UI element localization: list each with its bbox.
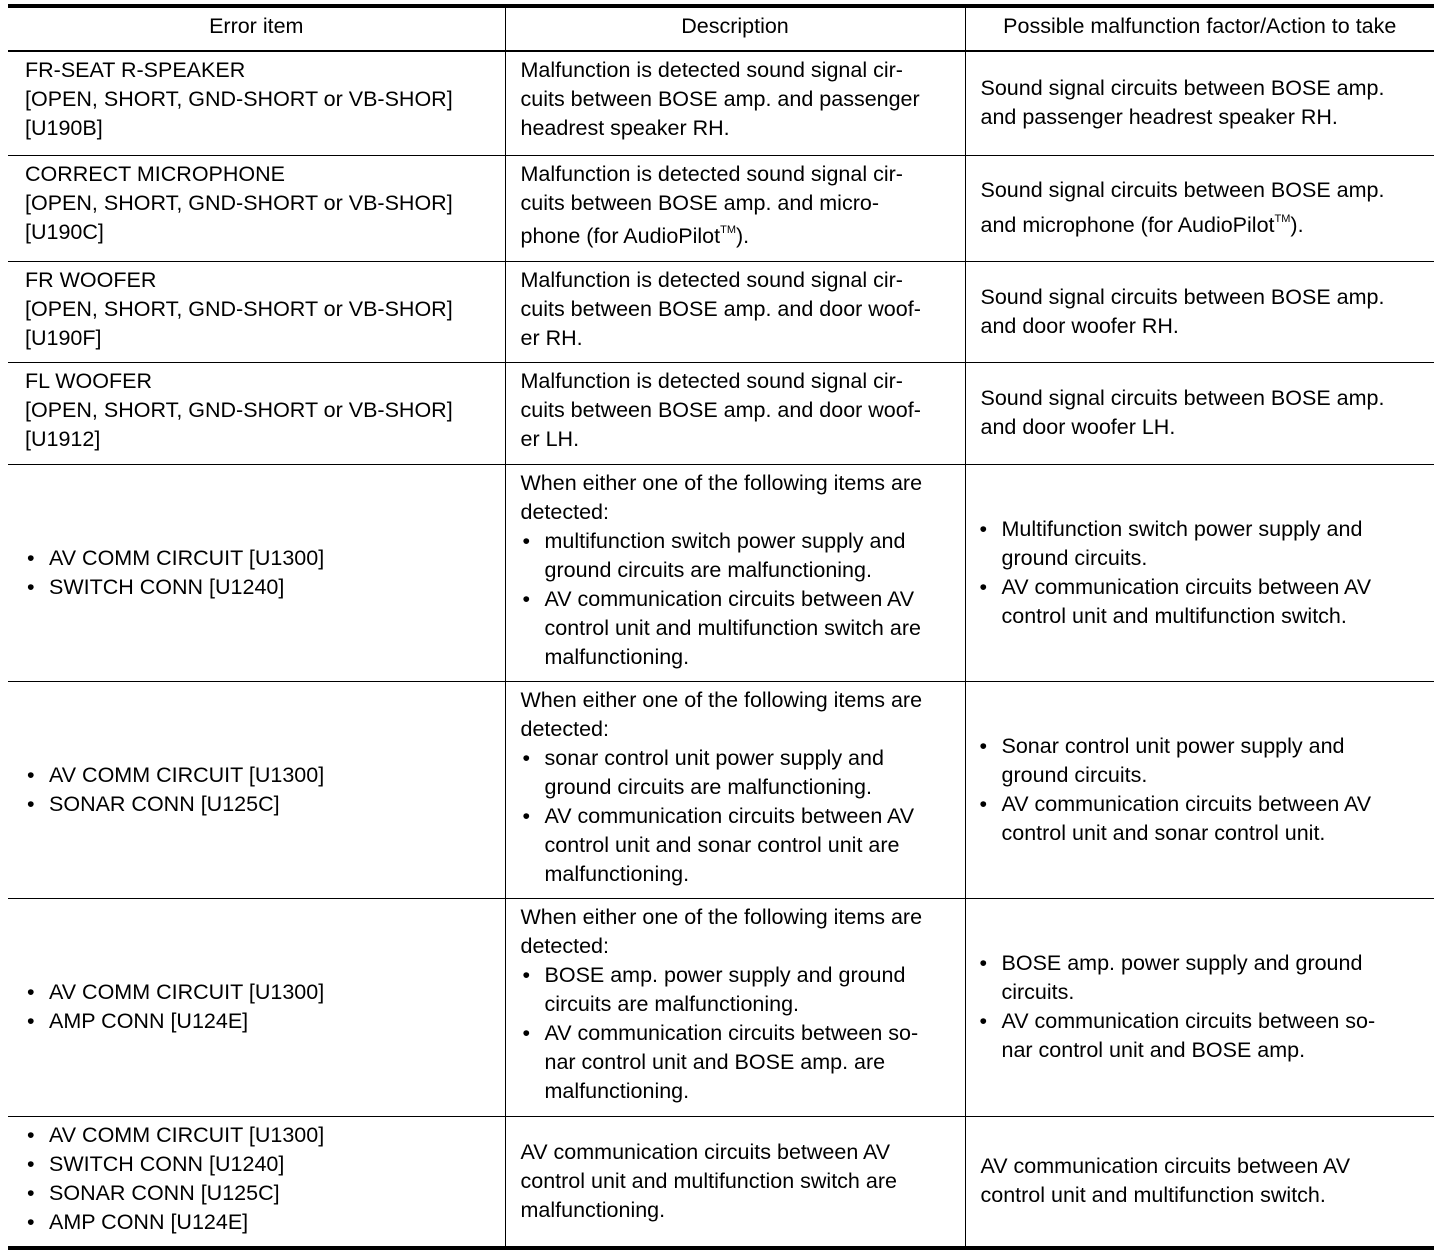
- description-cell: When either one of the following items are detected: • sonar control unit power supply and ground circuits are malfunctioning. • AV communication circuits between AV control unit and sonar control unit are malfunctioning.: [505, 681, 965, 898]
- list-item: • AV communication circuits between AV control unit and sonar control unit are malfunctioning.: [521, 802, 955, 889]
- action-cell: AV communication circuits between AV control unit and multifunction switch.: [965, 1116, 1434, 1248]
- table-row: [8, 681, 1434, 898]
- list-item: • Multifunction switch power supply and ground circuits.: [978, 515, 1423, 573]
- error-item-cell: CORRECT MICROPHONE [OPEN, SHORT, GND-SHORT or VB-SHOR] [U190C]: [8, 155, 505, 261]
- list-item: • SWITCH CONN [U1240]: [25, 1150, 495, 1179]
- list-item: • Sonar control unit power supply and ground circuits.: [978, 732, 1423, 790]
- diagnosis-table-container: [8, 4, 1434, 1250]
- list-item: • sonar control unit power supply and ground circuits are malfunctioning.: [521, 744, 955, 802]
- description-cell: Malfunction is detected sound signal cir- cuits between BOSE amp. and micro- phone (for AudioPilot™).: [505, 155, 965, 261]
- list-item: • BOSE amp. power supply and ground circuits are malfunctioning.: [521, 961, 955, 1019]
- description-cell: When either one of the following items are detected: • multifunction switch power supply and ground circuits are malfunctioning. • AV communication circuits between AV control unit and multifunction switch are malfunctioning.: [505, 464, 965, 681]
- error-item-table: [8, 4, 1434, 1250]
- error-item-cell: FL WOOFER [OPEN, SHORT, GND-SHORT or VB-SHOR] [U1912]: [8, 362, 505, 464]
- description-cell: Malfunction is detected sound signal cir- cuits between BOSE amp. and door woof- er RH.: [505, 261, 965, 362]
- action-cell: [965, 681, 1434, 898]
- action-cell: Sound signal circuits between BOSE amp. and door woofer LH.: [965, 362, 1434, 464]
- list-item: • SONAR CONN [U125C]: [25, 790, 495, 819]
- trademark-symbol: TM: [1274, 213, 1291, 225]
- list-item: • BOSE amp. power supply and ground circuits.: [978, 949, 1423, 1007]
- table-row: [8, 1116, 1434, 1248]
- error-item-cell: FR WOOFER [OPEN, SHORT, GND-SHORT or VB-SHOR] [U190F]: [8, 261, 505, 362]
- list-item: • AV COMM CIRCUIT [U1300]: [25, 1121, 495, 1150]
- error-item-cell: [8, 464, 505, 681]
- list-item: • AV COMM CIRCUIT [U1300]: [25, 544, 495, 573]
- action-cell: [965, 464, 1434, 681]
- description-cell: When either one of the following items are detected: • BOSE amp. power supply and ground circuits are malfunctioning. • AV communication circuits between so- nar control unit and BOSE amp. are malfunctioning.: [505, 898, 965, 1116]
- header-error-item: Error item: [8, 6, 505, 51]
- table-row: [8, 51, 1434, 155]
- error-item-cell: [8, 898, 505, 1116]
- list-item: • AMP CONN [U124E]: [25, 1208, 495, 1237]
- list-item: • AV communication circuits between AV control unit and multifunction switch are malfunctioning.: [521, 585, 955, 672]
- table-row: [8, 261, 1434, 362]
- list-item: • AV communication circuits between AV control unit and sonar control unit.: [978, 790, 1423, 848]
- action-cell: Sound signal circuits between BOSE amp. and microphone (for AudioPilot™).: [965, 155, 1434, 261]
- error-item-cell: FR-SEAT R-SPEAKER [OPEN, SHORT, GND-SHORT or VB-SHOR] [U190B]: [8, 51, 505, 155]
- description-cell: Malfunction is detected sound signal cir- cuits between BOSE amp. and passenger headrest speaker RH.: [505, 51, 965, 155]
- list-item: • AV communication circuits between so- nar control unit and BOSE amp.: [978, 1007, 1423, 1065]
- error-item-cell: [8, 1116, 505, 1248]
- list-item: • AV COMM CIRCUIT [U1300]: [25, 761, 495, 790]
- table-header-row: [8, 6, 1434, 51]
- list-item: • AV COMM CIRCUIT [U1300]: [25, 978, 495, 1007]
- description-cell: Malfunction is detected sound signal cir- cuits between BOSE amp. and door woof- er LH.: [505, 362, 965, 464]
- error-item-cell: [8, 681, 505, 898]
- trademark-symbol: TM: [720, 223, 737, 236]
- list-item: • multifunction switch power supply and ground circuits are malfunctioning.: [521, 527, 955, 585]
- table-row: [8, 464, 1434, 681]
- list-item: • AV communication circuits between so- nar control unit and BOSE amp. are malfunctioning.: [521, 1019, 955, 1106]
- table-row: [8, 362, 1434, 464]
- list-item: • SWITCH CONN [U1240]: [25, 573, 495, 602]
- list-item: • SONAR CONN [U125C]: [25, 1179, 495, 1208]
- list-item: • AV communication circuits between AV control unit and multifunction switch.: [978, 573, 1423, 631]
- action-cell: [965, 898, 1434, 1116]
- list-item: • AMP CONN [U124E]: [25, 1007, 495, 1036]
- header-action: Possible malfunction factor/Action to take: [965, 6, 1434, 51]
- header-description: Description: [505, 6, 965, 51]
- action-cell: Sound signal circuits between BOSE amp. and door woofer RH.: [965, 261, 1434, 362]
- action-cell: Sound signal circuits between BOSE amp. and passenger headrest speaker RH.: [965, 51, 1434, 155]
- table-row: [8, 155, 1434, 261]
- description-cell: AV communication circuits between AV control unit and multifunction switch are malfunctioning.: [505, 1116, 965, 1248]
- table-row: [8, 898, 1434, 1116]
